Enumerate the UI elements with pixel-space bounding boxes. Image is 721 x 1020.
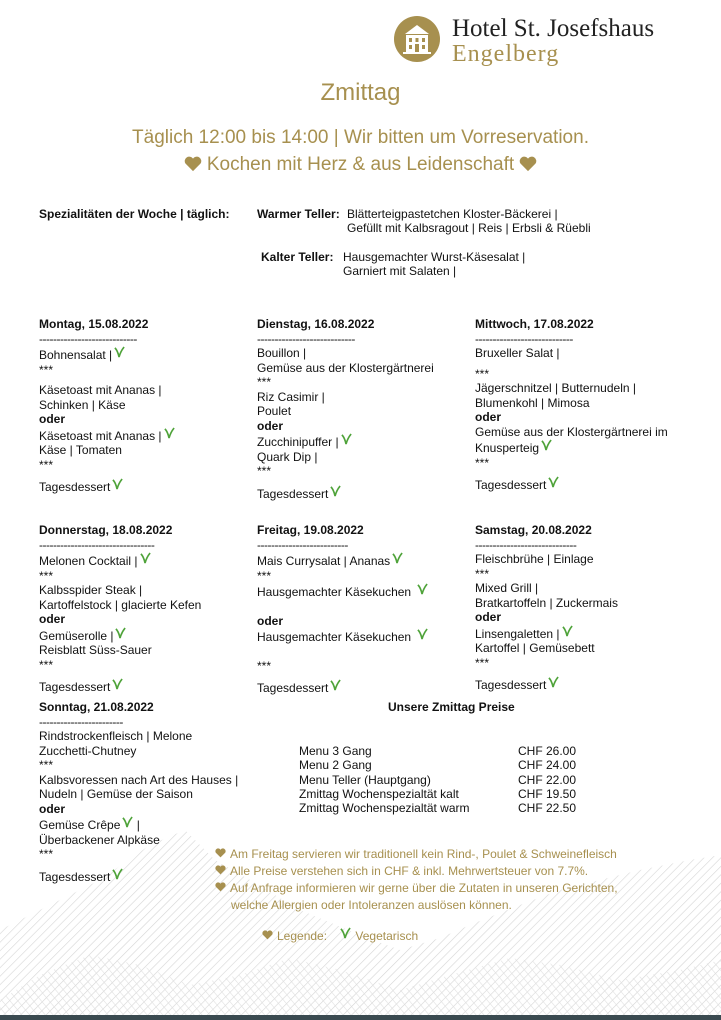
day-date: Donnerstag, 18.08.2022: [39, 523, 173, 537]
price-label: Menu 3 Gang: [299, 744, 372, 758]
vegetarian-leaf-icon: [115, 627, 126, 639]
dessert: Tagesdessert: [39, 869, 111, 884]
dessert: Tagesdessert: [475, 478, 547, 492]
opening-hours: Täglich 12:00 bis 14:00 | Wir bitten um Vorreservation.: [132, 127, 589, 148]
vegetarian-leaf-icon: [562, 625, 573, 637]
vegetarian-leaf-icon: [330, 679, 341, 691]
separator: ----------------------------: [39, 331, 137, 346]
main-1-line-1: Hausgemachter Käsekuchen: [257, 585, 412, 599]
main-2-line-2: Knusperteig: [475, 441, 540, 455]
price-value: CHF 19.50: [518, 786, 577, 801]
separator: ----------------------------: [475, 331, 573, 346]
vegetarian-leaf-icon: [341, 433, 352, 445]
hotel-name: Hotel St. Josefshaus: [452, 15, 655, 42]
dessert: Tagesdessert: [475, 678, 547, 692]
vegetarian-leaf-icon: [340, 927, 351, 939]
heart-icon: [215, 848, 226, 858]
main-1-line-1: Käsetoast mit Ananas |: [39, 383, 162, 397]
warm-plate-line-2: Gefüllt mit Kalbsragout | Reis | Erbsli & Rüebli: [347, 221, 591, 235]
cold-plate-line-1: Hausgemachter Wurst-Käsesalat |: [343, 250, 526, 264]
course-separator: ***: [475, 655, 490, 670]
note-friday: Am Freitag servieren wir traditionell kein Rind-, Poulet & Schweinefleisch: [230, 847, 617, 861]
course-separator: ***: [39, 457, 54, 472]
vegetarian-leaf-icon: [548, 676, 559, 688]
separator: --------------------------: [257, 537, 348, 552]
vegetarian-leaf-icon: [417, 628, 428, 640]
slogan-line: [0, 154, 721, 176]
day-date: Freitag, 19.08.2022: [257, 523, 364, 537]
or-label: oder: [39, 412, 66, 426]
notes: [215, 846, 618, 914]
or-label: oder: [475, 610, 502, 624]
course-separator: ***: [39, 568, 54, 583]
main-2-line-1: Gemüse aus der Klostergärtnerei im: [475, 424, 668, 439]
main-1-line-2: Bratkartoffeln | Zuckermais: [475, 595, 618, 610]
main-2-line-1: Käsetoast mit Ananas |: [39, 428, 162, 443]
main-2-line-2: Kartoffel | Gemüsebett: [475, 641, 595, 655]
or-label: oder: [257, 613, 284, 628]
main-2-line-1: Zucchinipuffer |: [257, 435, 339, 449]
prices-title: Unsere Zmittag Preise: [388, 700, 515, 714]
main-1-line-2: Nudeln | Gemüse der Saison: [39, 787, 193, 801]
warm-plate-line-1: Blätterteigpastetchen Kloster-Bäckerei |: [347, 207, 558, 221]
course-separator: ***: [257, 568, 272, 583]
main-1-line-1: Jägerschnitzel | Butternudeln |: [475, 381, 636, 395]
bottom-bar: [0, 1015, 721, 1020]
day-menu-saturday: [475, 523, 690, 693]
main-2-line-1-end: |: [136, 818, 140, 832]
course-separator: ***: [39, 847, 54, 861]
heart-icon: [215, 882, 226, 892]
or-label: oder: [475, 410, 502, 424]
starter: Fleischbrühe | Einlage: [475, 552, 594, 566]
course-separator: ***: [475, 366, 490, 381]
course-separator: ***: [257, 375, 272, 389]
day-date: Samstag, 20.08.2022: [475, 523, 592, 537]
price-row: [299, 758, 599, 772]
heart-icon: [519, 156, 537, 172]
course-separator: ***: [39, 657, 54, 672]
starter-line-1: Rindstrockenfleisch | Melone: [39, 729, 193, 743]
price-row: [299, 773, 599, 787]
vegetarian-leaf-icon: [541, 439, 552, 451]
warm-plate-label: Warmer Teller:: [257, 207, 340, 221]
day-menu-tuesday: [257, 317, 472, 501]
main-1-line-2: Poulet: [257, 404, 292, 418]
main-1-line-2: Blumenkohl | Mimosa: [475, 395, 590, 410]
main-1-line-1: Kalbsspider Steak |: [39, 583, 143, 597]
day-date: Mittwoch, 17.08.2022: [475, 317, 594, 331]
legend: [262, 927, 418, 943]
price-value: CHF 24.00: [518, 758, 577, 773]
price-label: Zmittag Wochenspezialtät kalt: [299, 786, 459, 801]
price-label: Menu 2 Gang: [299, 758, 372, 773]
main-1-line-1: Riz Casimir |: [257, 389, 325, 404]
price-table: [299, 744, 599, 815]
vegetarian-leaf-icon: [140, 552, 151, 564]
day-menu-thursday: [39, 523, 254, 695]
separator: ---------------------------------: [39, 537, 155, 552]
main-1-line-1: Mixed Grill |: [475, 581, 539, 595]
note-allergens-line-2: welche Allergien oder Intoleranzen auslösen können.: [231, 898, 512, 912]
vegetarian-leaf-icon: [122, 816, 133, 828]
vegetarian-leaf-icon: [114, 346, 125, 358]
course-separator: ***: [257, 464, 272, 478]
price-row: [299, 801, 599, 815]
main-2-line-1: Linsengaletten |: [475, 626, 560, 641]
starter: Melonen Cocktail |: [39, 554, 138, 568]
main-1-line-1: Kalbsvoressen nach Art des Hauses |: [39, 772, 239, 787]
starter-line-2: Zucchetti-Chutney: [39, 743, 137, 758]
vegetarian-leaf-icon: [417, 583, 428, 595]
starter: Bruxeller Salat |: [475, 346, 560, 360]
starter-line-2: Gemüse aus der Klostergärtnerei: [257, 360, 434, 375]
day-menu-wednesday: [475, 317, 690, 493]
or-label: oder: [257, 418, 284, 433]
cold-plate-label: Kalter Teller:: [261, 250, 334, 264]
price-value: CHF 22.00: [518, 772, 577, 787]
day-menu-monday: [39, 317, 254, 495]
main-1-line-2: Schinken | Käse: [39, 397, 126, 412]
hotel-logo-icon: [393, 15, 441, 63]
day-date: Montag, 15.08.2022: [39, 317, 149, 331]
or-label: oder: [39, 612, 66, 626]
main-2-line-2: Quark Dip |: [257, 449, 318, 464]
dessert: Tagesdessert: [257, 486, 329, 501]
separator: ------------------------: [39, 714, 123, 729]
main-2-line-1: Gemüserolle |: [39, 628, 114, 643]
vegetarian-leaf-icon: [548, 476, 559, 488]
heart-icon: [262, 930, 273, 940]
vegetarian-leaf-icon: [112, 478, 123, 490]
course-separator: ***: [39, 758, 54, 772]
main-1-line-2: Kartoffelstock | glacierte Kefen: [39, 597, 202, 612]
heart-icon: [215, 865, 226, 875]
note-prices: Alle Preise verstehen sich in CHF & inkl. Mehrwertsteuer von 7.7%.: [230, 864, 589, 878]
day-date: Sonntag, 21.08.2022: [39, 700, 154, 714]
vegetarian-leaf-icon: [392, 552, 403, 564]
price-value: CHF 26.00: [518, 744, 577, 758]
legend-label: Legende:: [277, 929, 328, 943]
separator: ----------------------------: [257, 331, 355, 346]
day-menu-friday: [257, 523, 472, 696]
course-separator: ***: [39, 362, 54, 377]
hotel-city: Engelberg: [452, 41, 560, 67]
slogan: Kochen mit Herz & aus Leidenschaft: [206, 154, 515, 175]
or-label: oder: [39, 801, 66, 816]
cold-plate-line-2: Garniert mit Salaten |: [343, 264, 457, 278]
vegetarian-leaf-icon: [164, 427, 175, 439]
specials-label: Spezialitäten der Woche | täglich:: [39, 207, 230, 221]
legend-vegetarian: Vegetarisch: [355, 929, 419, 943]
vegetarian-leaf-icon: [112, 868, 123, 880]
course-separator: ***: [475, 566, 490, 581]
course-separator: ***: [257, 658, 272, 673]
vegetarian-leaf-icon: [112, 678, 123, 690]
dessert: Tagesdessert: [39, 680, 111, 694]
heart-icon: [184, 156, 202, 172]
main-2-line-1: Hausgemachter Käsekuchen: [257, 630, 412, 644]
separator: -----------------------------: [475, 537, 577, 552]
dessert: Tagesdessert: [257, 681, 329, 695]
day-date: Dienstag, 16.08.2022: [257, 317, 375, 331]
note-allergens-line-1: Auf Anfrage informieren wir gerne über die Zutaten in unseren Gerichten,: [230, 881, 618, 895]
price-row: [299, 744, 599, 758]
price-label: Menu Teller (Hauptgang): [299, 772, 431, 787]
dessert: Tagesdessert: [39, 480, 111, 494]
price-label: Zmittag Wochenspezialtät warm: [299, 801, 470, 816]
main-2-line-2: Überbackener Alpkäse: [39, 832, 160, 847]
price-row: [299, 787, 599, 801]
main-2-line-1: Gemüse Crêpe: [39, 818, 121, 832]
main-2-line-2: Reisblatt Süss-Sauer: [39, 643, 152, 657]
starter: Bohnensalat |: [39, 348, 113, 362]
main-2-line-2: Käse | Tomaten: [39, 443, 122, 457]
page-title: Zmittag: [320, 79, 401, 106]
starter: Mais Currysalat | Ananas: [257, 554, 391, 568]
course-separator: ***: [475, 455, 490, 470]
price-value: CHF 22.50: [518, 801, 577, 816]
vegetarian-leaf-icon: [330, 485, 341, 497]
starter-line-1: Bouillon |: [257, 346, 307, 360]
